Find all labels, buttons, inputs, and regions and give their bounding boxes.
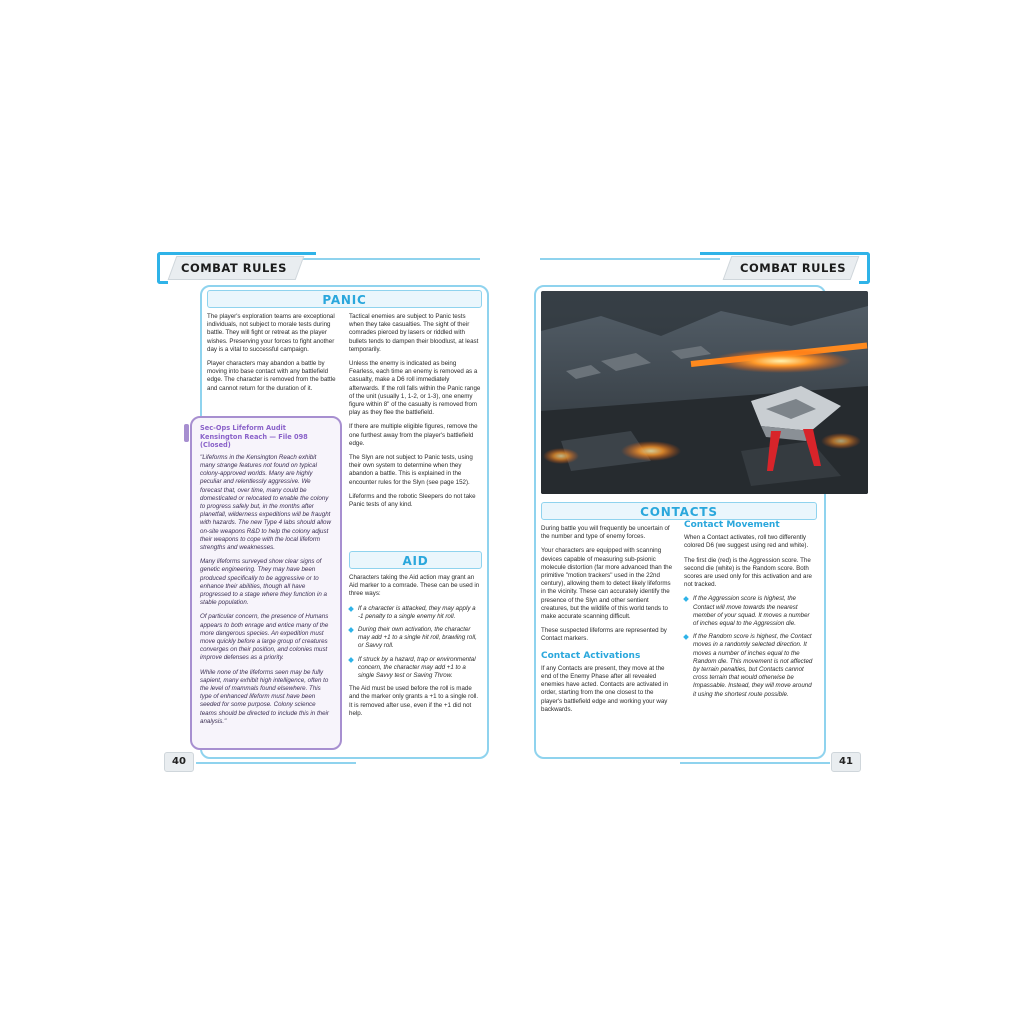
header-rule — [700, 252, 860, 255]
sidebar-paragraph: While none of the lifeforms seen may be fully sapient, many exhibit high intelligence, often to the level of mammals found elsewhere. This type of enhanced lifeform must have been seeded for some purpose. Colony science teams should be directed to include this in their analysis." — [200, 668, 329, 725]
paragraph: The player's exploration teams are exceptional individuals, not subject to morale tests during battle. They will fight or retreat as the player wishes. Preserving your forces to fight another day is a vital to successful campaign. — [207, 313, 335, 353]
panic-column-1 — [207, 313, 339, 399]
sidebar-paragraph: Of particular concern, the presence of Humans appears to both enrage and entice many of the more dangerous species. An expedition must move quickly before a large group of creatures converges on their position, and colonies must improve defenses as a priority. — [200, 613, 329, 662]
header-rule — [540, 258, 720, 260]
section-title-bar — [207, 290, 482, 308]
sidebar-paragraph: "Lifeforms in the Kensington Reach exhibit many strange features not found on typical colony-approved worlds. Many are highly peculiar and relentlessly aggressive. We forecast that, over time, many could be domesticated or relocated to enable the colony to progress safely but, in the months after planetfall, wilderness expeditions will be fraught with hazards. The new Type 4 labs should allow on-site weapons R&D to help the colony adjust their weapons to cope with the local lifeform strengths and weaknesses. — [200, 453, 331, 552]
section-title-panic: PANIC — [322, 293, 367, 307]
paragraph: The Slyn are not subject to Panic tests, using their own system to determine when they abandon a battle. This is explained in the encounter rules for the Slyn (see page 152). — [349, 454, 473, 486]
page-number: 40 — [164, 752, 194, 772]
footer-rule — [680, 762, 830, 764]
paragraph: Characters taking the Aid action may grant an Aid marker to a comrade. These can be used in three ways: — [349, 574, 480, 598]
chapter-header: COMBAT RULES — [740, 261, 846, 275]
sidebar-paragraph: Many lifeforms surveyed show clear signs of genetic engineering. They may have been produced specifically to be aggressive or to enhance their abilities, though all have progressed to a stage where they function in a stable population. — [200, 558, 327, 607]
paragraph: Unless the enemy is indicated as being Fearless, each time an enemy is removed as a casualty, make a D6 roll immediately afterwards. If the roll falls within the Panic range of the unit (usually 1, 1-2, or 1-3), one enemy figure within 8" of the casualty is removed from play as they flee the battlefield. — [349, 360, 481, 417]
hover-tank-battle-illustration — [541, 291, 868, 494]
page-number: 41 — [831, 752, 861, 772]
chapter-header-tab — [168, 256, 305, 280]
illustration-svg — [541, 291, 868, 494]
footer-rule — [196, 762, 356, 764]
sidebar-heading — [200, 424, 332, 450]
paragraph: If there are multiple eligible figures, remove the one furthest away from the player's battlefield edge. — [349, 423, 478, 447]
panic-column-2 — [349, 313, 481, 515]
paragraph: Your characters are equipped with scanning devices capable of measuring sub-psionic molecule distortion (far more advanced than the primitive "motion trackers" used in the 22nd century), allowing them to detect likely lifeforms in the vicinity. These can accurately identify the presence of the Slyn and other sentient creatures, but the wildlife of this world tends to make accurate scanning difficult. — [541, 547, 673, 621]
contacts-column-1 — [541, 525, 673, 720]
paragraph: Lifeforms and the robotic Sleepers do not take Panic tests of any kind. — [349, 492, 476, 509]
paragraph: These suspected lifeforms are represented by Contact markers. — [541, 627, 667, 643]
aid-column — [349, 574, 481, 724]
subheading-contact-movement: Contact Movement — [684, 520, 780, 530]
section-title-bar — [541, 502, 817, 520]
sidebar-heading-line1: Sec-Ops Lifeform Audit — [200, 424, 286, 432]
bracket-decoration — [859, 252, 870, 284]
sidebar-tab-decoration — [184, 424, 189, 442]
bullet-item: If the Random score is highest, the Contact moves in a randomly selected direction. It moves a number of inches equal to the Random die. This movement is not affected by terrain penalties, but Contacts cannot cross terrain that would otherwise be Impassable. Instead, they will move around it using the shortest route possible. — [684, 633, 816, 699]
lifeform-audit-sidebar — [190, 416, 342, 750]
section-title-bar — [349, 551, 482, 569]
bullet-item: If the Aggression score is highest, the Contact will move towards the nearest member of your squad. It moves a number of inches equal to the Aggression die. — [684, 595, 816, 628]
bracket-decoration — [157, 252, 168, 284]
paragraph: The Aid must be used before the roll is made and the marker only grants a +1 to a single roll. It is removed after use, even if the +1 did not help. — [349, 685, 479, 717]
header-rule — [166, 252, 316, 255]
header-rule — [300, 258, 480, 260]
paragraph: If any Contacts are present, they move at the end of the Enemy Phase after all revealed enemies have acted. Contacts are activated in order, starting from the one closest to the player's battlefield edge and working your way backwards. — [541, 664, 668, 713]
section-title-aid: AID — [402, 554, 429, 568]
paragraph: During battle you will frequently be uncertain of the number and type of enemy forces. — [541, 525, 670, 541]
paragraph: Tactical enemies are subject to Panic tests when they take casualties. The sight of their comrades pierced by lasers or riddled with bullets tends to dampen their bloodlust, at least temporarily. — [349, 313, 479, 353]
section-title-contacts: CONTACTS — [640, 505, 718, 519]
chapter-header: COMBAT RULES — [181, 261, 287, 275]
bullet-item: If a character is attacked, they may apply a -1 penalty to a single enemy hit roll. — [349, 605, 481, 621]
subheading-contact-activations: Contact Activations — [541, 650, 641, 661]
paragraph: Player characters may abandon a battle by moving into base contact with any battlefield edge. The character is removed from the battle and cannot return for the duration of it. — [207, 360, 336, 392]
chapter-header-tab — [723, 256, 860, 280]
bullet-item: If struck by a hazard, trap or environmental concern, the character may add +1 to a single Savvy test or Saving Throw. — [349, 656, 481, 681]
bullet-item: During their own activation, the character may add +1 to a single hit roll, brawling roll, or Savvy roll. — [349, 626, 481, 651]
paragraph: When a Contact activates, roll two differently colored D6 (we suggest using red and white). — [684, 534, 809, 550]
paragraph: The first die (red) is the Aggression score. The second die (white) is the Random score. Both scores are used only for this activation and are not tracked. — [684, 556, 812, 589]
sidebar-heading-line2: Kensington Reach — File 098 (Closed) — [200, 432, 308, 450]
sidebar-content — [200, 424, 332, 732]
contacts-column-2 — [684, 521, 816, 704]
